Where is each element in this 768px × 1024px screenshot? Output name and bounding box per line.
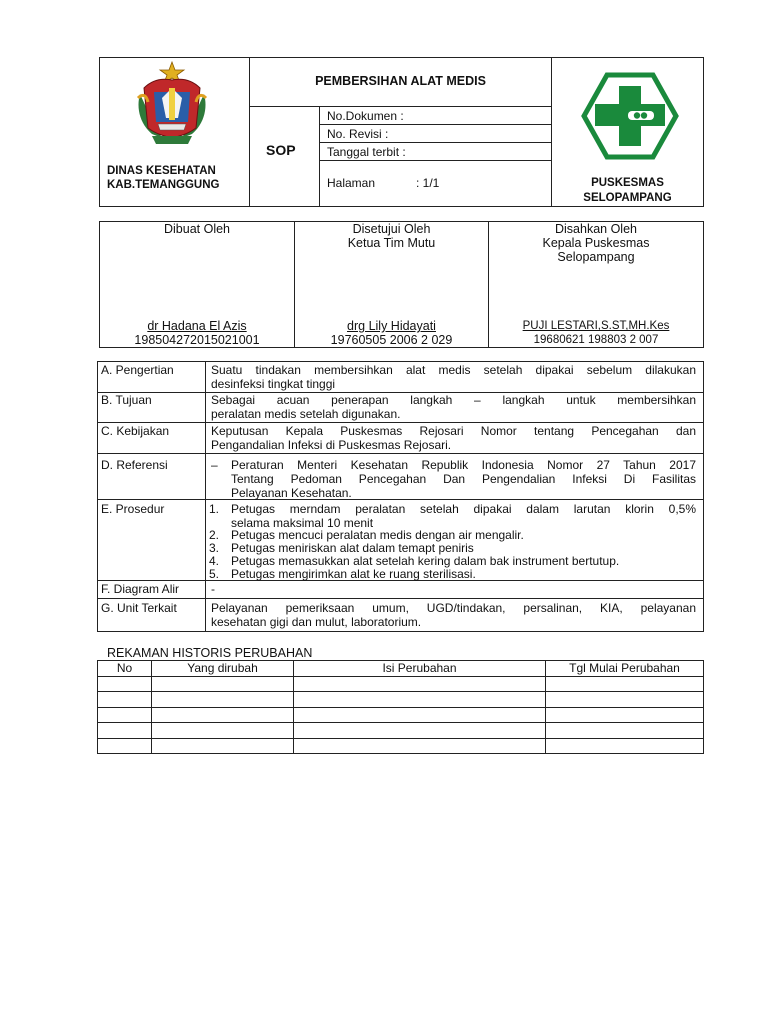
unit-terkait-text-line2: kesehatan gigi dan mulut, laboratorium. — [211, 615, 422, 629]
puskesmas-name-line2: SELOPAMPANG — [583, 192, 672, 204]
pengertian-label: A. Pengertian — [101, 363, 174, 377]
kebijakan-text-line2: Pengandalian Infeksi di Puskesmas Rejosari. — [211, 438, 452, 452]
puskesmas-name-line1: PUSKESMAS — [591, 177, 664, 189]
prosedur-label: E. Prosedur — [101, 502, 165, 516]
regency-crest-icon — [132, 58, 212, 150]
diagram-alir-value: - — [211, 582, 215, 596]
disahkan-title: Disahkan Oleh — [555, 222, 637, 236]
halaman-label: Halaman — [327, 176, 376, 190]
history-title: REKAMAN HISTORIS PERUBAHAN — [107, 646, 313, 660]
pengertian-text-line1: Suatu tindakan membersihkan alat medis setelah dipakai sebelum dilakukan — [211, 363, 696, 377]
no-revisi-field: No. Revisi : — [327, 127, 389, 141]
org-name-line1: DINAS KESEHATAN — [107, 165, 216, 177]
document-title: PEMBERSIHAN ALAT MEDIS — [315, 74, 486, 88]
dibuat-nip: 198504272015021001 — [134, 333, 260, 347]
prosedur-step-1-line1: Petugas merndam peralatan setelah dipakai dalam larutan klorin 0,5% — [231, 502, 696, 516]
disetujui-nip: 19760505 2006 2 029 — [330, 333, 453, 347]
history-column-header: Yang dirubah — [187, 661, 258, 675]
disahkan-name: PUJI LESTARI,S.ST,MH.Kes — [522, 320, 670, 332]
referensi-text-line1: Peraturan Menteri Kesehatan Republik Indonesia Nomor 27 Tahun 2017 — [231, 458, 696, 472]
history-column-header: No — [116, 661, 133, 675]
dibuat-title: Dibuat Oleh — [163, 222, 230, 236]
tujuan-label: B. Tujuan — [101, 393, 152, 407]
referensi-bullet: – — [211, 458, 218, 472]
prosedur-step-number: 5. — [209, 567, 220, 581]
prosedur-step-1-line2: selama maksimal 10 menit — [231, 516, 374, 530]
tujuan-text-line1: Sebagai acuan penerapan langkah – langkah untuk membersihkan — [211, 393, 696, 407]
history-column-header: Isi Perubahan — [382, 661, 457, 675]
diagram-alir-label: F. Diagram Alir — [101, 582, 180, 596]
org-name-line2: KAB.TEMANGGUNG — [107, 179, 220, 191]
puskesmas-cross-icon — [581, 72, 679, 160]
disahkan-place: Selopampang — [557, 250, 635, 264]
unit-terkait-text-line1: Pelayanan pemeriksaan umum, UGD/tindakan, persalinan, KIA, pelayanan — [211, 601, 696, 615]
prosedur-step-number: 4. — [209, 554, 220, 568]
disahkan-role: Kepala Puskesmas — [542, 236, 650, 250]
prosedur-step-3: Petugas meniriskan alat dalam temapt peniris — [231, 541, 474, 555]
no-dokumen-field: No.Dokumen : — [327, 109, 404, 123]
referensi-label: D. Referensi — [101, 458, 168, 472]
disetujui-role: Ketua Tim Mutu — [347, 236, 436, 250]
dibuat-name: dr Hadana El Azis — [147, 319, 247, 333]
prosedur-step-5: Petugas mengirimkan alat ke ruang sterilisasi. — [231, 567, 476, 581]
prosedur-step-2: Petugas mencuci peralatan medis dengan air mengalir. — [231, 528, 524, 542]
unit-terkait-label: G. Unit Terkait — [101, 601, 177, 615]
pengertian-text-line2: desinfeksi tingkat tinggi — [211, 377, 336, 391]
sop-label: SOP — [266, 142, 296, 158]
disahkan-nip: 19680621 198803 2 007 — [533, 334, 659, 346]
disetujui-title: Disetujui Oleh — [352, 222, 431, 236]
history-column-header: Tgl Mulai Perubahan — [569, 661, 680, 675]
disetujui-name: drg Lily Hidayati — [347, 319, 436, 333]
kebijakan-label: C. Kebijakan — [101, 424, 170, 438]
referensi-text-line2: Tentang Pedoman Pencegahan Dan Pengendalian Infeksi Di Fasilitas — [231, 472, 696, 486]
referensi-text-line3: Pelayanan Kesehatan. — [231, 486, 352, 500]
tujuan-text-line2: peralatan medis setelah digunakan. — [211, 407, 401, 421]
kebijakan-text-line1: Keputusan Kepala Puskesmas Rejosari Nomor tentang Pencegahan dan — [211, 424, 696, 438]
prosedur-step-number: 3. — [209, 541, 220, 555]
prosedur-step-number: 2. — [209, 528, 220, 542]
prosedur-step-number: 1. — [209, 502, 220, 516]
tanggal-terbit-field: Tanggal terbit : — [327, 145, 406, 159]
halaman-value: : 1/1 — [416, 176, 440, 190]
prosedur-step-4: Petugas memasukkan alat setelah kering dalam bak instrument bertutup. — [231, 554, 620, 568]
